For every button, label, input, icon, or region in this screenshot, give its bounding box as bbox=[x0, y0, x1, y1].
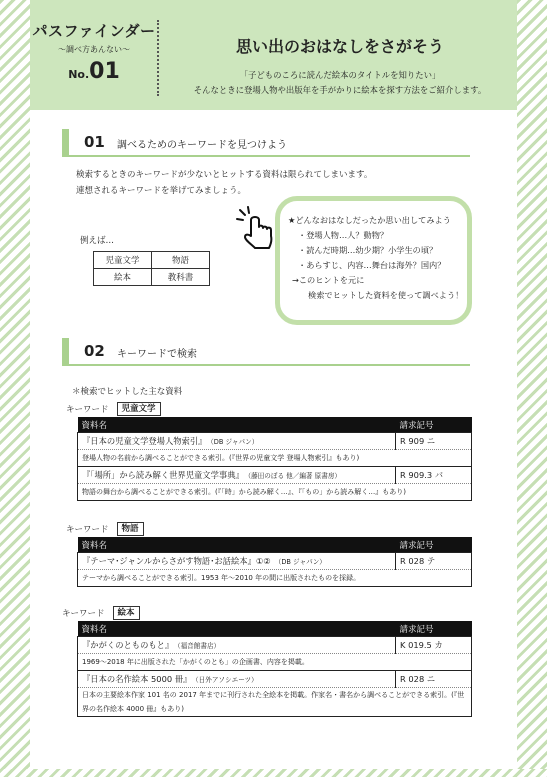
column-header-title: 資料名 bbox=[78, 621, 396, 637]
book-title: 『日本の児童文学登場人物索引』 bbox=[82, 436, 207, 446]
column-header-call-number: 請求記号 bbox=[396, 621, 472, 637]
bottom-stripe-border bbox=[0, 769, 547, 777]
table-row-note bbox=[78, 654, 472, 671]
book-publisher: （福音館書店） bbox=[177, 642, 221, 650]
section-1-heading bbox=[62, 129, 470, 157]
results-table-2 bbox=[77, 537, 472, 587]
keyword-tag: 物語 bbox=[117, 522, 144, 536]
example-label: 例えば… bbox=[80, 236, 115, 246]
section-1-title: 調べるためのキーワードを見つけよう bbox=[117, 140, 287, 151]
table-header-row bbox=[78, 537, 472, 553]
results-label: ＊検索でヒットした主な資料 bbox=[72, 387, 183, 397]
book-title: 『「場所」から読み解く世界児童文学事典』 bbox=[82, 470, 244, 480]
book-publisher: （DB ジャパン） bbox=[274, 558, 326, 566]
results-table-1 bbox=[77, 417, 472, 501]
brand-block bbox=[30, 20, 158, 84]
keyword-label: キーワード bbox=[62, 609, 105, 619]
section-1-number: 01 bbox=[84, 133, 105, 151]
pointing-hand-icon bbox=[235, 206, 275, 250]
book-publisher: （日外アソシエーツ） bbox=[195, 676, 258, 684]
section-1-desc-line-1: 検索するときのキーワードが少ないとヒットする資料は限られてしまいます。 bbox=[76, 170, 373, 180]
book-title-cell bbox=[78, 637, 396, 654]
keyword-cell: 物語 bbox=[152, 252, 210, 269]
book-publisher: （藤田のぼる 他／編著 原書房） bbox=[247, 472, 342, 480]
section-1-desc-line-2: 連想されるキーワードを挙げてみましょう。 bbox=[76, 186, 247, 196]
section-2-bar bbox=[62, 338, 69, 364]
book-title-cell bbox=[78, 433, 396, 450]
keyword-label: キーワード bbox=[66, 405, 109, 415]
brand-subtitle: ～調べ方あんない～ bbox=[58, 45, 130, 54]
keyword-heading-2 bbox=[66, 522, 144, 536]
table-row bbox=[78, 553, 472, 570]
issue-number-label: No. bbox=[68, 68, 90, 81]
call-number: R 028 テ bbox=[396, 553, 472, 570]
book-note: 物語の舞台から調べることができる索引。(『「時」から読み解く…』、『「もの」から読み解く…』もあり) bbox=[78, 484, 472, 501]
issue-number-value: 01 bbox=[89, 59, 120, 84]
table-header-row bbox=[78, 417, 472, 433]
table-header-row bbox=[78, 621, 472, 637]
right-stripe-border bbox=[517, 0, 547, 777]
book-note: 日本の主要絵本作家 101 名の 2017 年までに刊行された全絵本を掲載。作家名・書名から調べることができる索引。(『世界の名作絵本 4000 冊』もあり) bbox=[78, 688, 472, 717]
table-row-note bbox=[78, 688, 472, 717]
hint-line: 検索でヒットした資料を使って調べよう！ bbox=[308, 290, 464, 300]
table-row-note bbox=[78, 484, 472, 501]
column-header-title: 資料名 bbox=[78, 417, 396, 433]
book-publisher: （DB ジャパン） bbox=[210, 438, 259, 446]
hint-line: ・登場人物…人？動物？ bbox=[298, 230, 389, 240]
keyword-cell: 児童文学 bbox=[94, 252, 152, 269]
hint-line: ・読んだ時期…幼少期？小学生の頃？ bbox=[298, 245, 438, 255]
keyword-cell: 教科書 bbox=[152, 269, 210, 286]
column-header-call-number: 請求記号 bbox=[396, 417, 472, 433]
book-title: 『日本の名作絵本 5000 冊』 bbox=[82, 674, 192, 684]
column-header-title: 資料名 bbox=[78, 537, 396, 553]
keyword-row bbox=[94, 252, 210, 269]
table-row-note bbox=[78, 450, 472, 467]
book-title: 『かがくのとものもと』 bbox=[82, 640, 174, 650]
header-divider bbox=[157, 20, 159, 96]
brand-title: パスファインダー bbox=[32, 22, 156, 40]
left-stripe-border bbox=[0, 0, 30, 777]
keyword-label: キーワード bbox=[66, 525, 109, 535]
results-table-3 bbox=[77, 621, 472, 717]
issue-number bbox=[30, 59, 158, 84]
page-header bbox=[30, 0, 517, 110]
book-title: 『テーマ･ジャンルからさがす物語･お話絵本』①② bbox=[82, 556, 271, 566]
intro-text bbox=[170, 68, 510, 98]
section-2-title: キーワードで検索 bbox=[117, 349, 197, 360]
keyword-heading-1 bbox=[66, 402, 161, 416]
call-number: K 019.5 カ bbox=[396, 637, 472, 654]
table-row bbox=[78, 671, 472, 688]
book-title-cell bbox=[78, 467, 396, 484]
intro-line-2: そんなときに登場人物や出版年を手がかりに絵本を探す方法をご紹介します。 bbox=[193, 85, 487, 95]
book-title-cell bbox=[78, 553, 396, 570]
keyword-row bbox=[94, 269, 210, 286]
hint-line: →このヒントを元に bbox=[292, 275, 365, 285]
keyword-tag: 児童文学 bbox=[117, 402, 161, 416]
book-note: 1969～2018 年に出版された「かがくのとも」の企画書、内容を掲載。 bbox=[78, 654, 472, 671]
hint-line: ★どんなおはなしだったか思い出してみよう bbox=[288, 215, 451, 225]
call-number: R 909.3 バ bbox=[396, 467, 472, 484]
book-note: 登場人物の名前から調べることができる索引。(『世界の児童文学 登場人物索引』もあり) bbox=[78, 450, 472, 467]
page-title: 思い出のおはなしをさがそう bbox=[235, 37, 444, 56]
column-header-call-number: 請求記号 bbox=[396, 537, 472, 553]
table-row bbox=[78, 433, 472, 450]
section-1-description bbox=[76, 167, 372, 199]
call-number: R 028 ニ bbox=[396, 671, 472, 688]
example-keywords-table bbox=[93, 251, 210, 286]
book-note: テーマから調べることができる索引。1953 年～2010 年の間に出版されたものを採録。 bbox=[78, 570, 472, 587]
table-row bbox=[78, 467, 472, 484]
section-2-number: 02 bbox=[84, 342, 105, 360]
section-2-heading bbox=[62, 338, 470, 366]
intro-line-1: 「子どものころに読んだ絵本のタイトルを知りたい」 bbox=[239, 70, 441, 80]
table-row bbox=[78, 637, 472, 654]
section-1-bar bbox=[62, 129, 69, 155]
hint-speech-bubble bbox=[275, 196, 472, 325]
hint-line: ・あらすじ、内容…舞台は海外？国内？ bbox=[298, 260, 446, 270]
keyword-heading-3 bbox=[62, 606, 140, 620]
call-number: R 909 ニ bbox=[396, 433, 472, 450]
table-row-note bbox=[78, 570, 472, 587]
keyword-tag: 絵本 bbox=[113, 606, 140, 620]
book-title-cell bbox=[78, 671, 396, 688]
keyword-cell: 絵本 bbox=[94, 269, 152, 286]
